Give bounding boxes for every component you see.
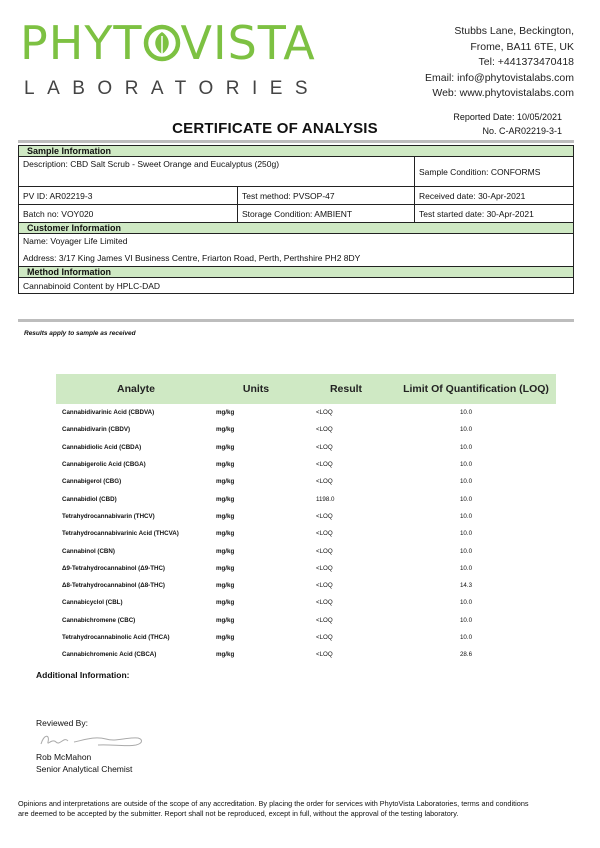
results-row [56, 577, 556, 594]
results-row [56, 560, 556, 577]
loq-cell: 10.0 [459, 495, 473, 503]
result-cell: <LOQ [316, 599, 333, 607]
analyte-cell: Δ8-Tetrahydrocannabinol (Δ8-THC) [62, 582, 165, 590]
sample-info-header: Sample Information [19, 146, 574, 157]
results-row [56, 646, 556, 663]
method-text: Cannabinoid Content by HPLC-DAD [19, 278, 574, 294]
results-row [56, 525, 556, 542]
result-cell: <LOQ [316, 651, 333, 659]
header-loq: Limit Of Quantification (LOQ) [403, 383, 549, 395]
units-cell: mg/kg [216, 564, 235, 572]
header-analyte: Analyte [117, 383, 155, 395]
results-table [56, 374, 556, 663]
loq-cell: 10.0 [459, 599, 473, 607]
analyte-cell: Cannabigerolic Acid (CBGA) [62, 461, 146, 469]
analyte-cell: Cannabigerol (CBG) [62, 478, 122, 486]
units-cell: mg/kg [216, 461, 235, 469]
address-email[interactable]: Email: info@phytovistalabs.com [425, 71, 574, 84]
test-method: Test method: PVSOP-47 [238, 187, 415, 205]
reviewed-by-label: Reviewed By: [36, 718, 88, 728]
analyte-cell: Tetrahydrocannabivarin (THCV) [62, 512, 155, 520]
loq-cell: 10.0 [459, 409, 473, 417]
loq-cell: 10.0 [459, 547, 473, 555]
results-row [56, 612, 556, 629]
loq-cell: 10.0 [459, 426, 473, 434]
analyte-cell: Cannabidiolic Acid (CBDA) [62, 443, 142, 451]
customer-info-header: Customer Information [19, 223, 574, 234]
sample-condition: Sample Condition: CONFORMS [415, 157, 574, 187]
results-row [56, 404, 556, 421]
result-cell: <LOQ [316, 478, 333, 486]
results-header [56, 374, 556, 404]
received-date: Received date: 30-Apr-2021 [415, 187, 574, 205]
additional-information: Additional Information: [36, 670, 130, 680]
loq-cell: 10.0 [459, 478, 473, 486]
loq-cell: 10.0 [459, 530, 473, 538]
reviewer-block [36, 751, 132, 775]
method-info-header: Method Information [19, 267, 574, 278]
analyte-cell: Cannabidivarin (CBDV) [62, 426, 131, 434]
pv-id: PV ID: AR02219-3 [19, 187, 238, 205]
units-cell: mg/kg [216, 426, 235, 434]
analyte-cell: Cannabinol (CBN) [62, 547, 115, 555]
company-address [425, 24, 574, 102]
result-cell: <LOQ [316, 564, 333, 572]
analyte-cell: Cannabidivarinic Acid (CBDVA) [62, 409, 155, 417]
result-cell: <LOQ [316, 461, 333, 469]
analyte-cell: Cannabichromenic Acid (CBCA) [62, 651, 157, 659]
result-cell: <LOQ [316, 530, 333, 538]
results-row [56, 421, 556, 438]
results-row [56, 508, 556, 525]
reported-date: Reported Date: 10/05/2021 [453, 112, 562, 122]
document-title: CERTIFICATE OF ANALYSIS [172, 120, 378, 137]
analyte-cell: Tetrahydrocannabinolic Acid (THCA) [62, 634, 170, 641]
loq-cell: 10.0 [459, 616, 473, 624]
analyte-cell: Cannabidiol (CBD) [62, 495, 117, 503]
customer-name: Name: Voyager Life Limited [23, 236, 128, 246]
loq-cell: 10.0 [459, 443, 473, 451]
units-cell: mg/kg [216, 512, 235, 520]
result-cell: <LOQ [316, 409, 333, 417]
header-result: Result [329, 383, 363, 395]
results-row [56, 439, 556, 456]
result-cell: <LOQ [316, 512, 333, 520]
loq-cell: 14.3 [459, 582, 473, 590]
logo-subtitle: LABORATORIES [24, 78, 321, 99]
units-cell: mg/kg [216, 530, 235, 538]
logo-text-right: VISTA [180, 16, 316, 70]
result-cell: <LOQ [316, 443, 333, 451]
results-row [56, 542, 556, 559]
units-cell: mg/kg [216, 443, 235, 451]
loq-cell: 10.0 [459, 512, 473, 520]
address-web[interactable]: Web: www.phytovistalabs.com [432, 87, 574, 99]
units-cell: mg/kg [216, 634, 235, 641]
test-started-date: Test started date: 30-Apr-2021 [415, 205, 574, 223]
address-line-1: Stubbs Lane, Beckington, [454, 25, 574, 37]
analyte-cell: Cannabichromene (CBC) [62, 616, 136, 624]
units-cell: mg/kg [216, 582, 235, 590]
sample-info-table [18, 145, 574, 294]
results-row [56, 473, 556, 490]
units-cell: mg/kg [216, 616, 235, 624]
result-cell: <LOQ [316, 547, 333, 555]
units-cell: mg/kg [216, 478, 235, 486]
sample-description: Description: CBD Salt Scrub - Sweet Orange and Eucalyptus (250g) [19, 157, 415, 187]
top-divider [18, 140, 574, 143]
address-tel: Tel: +441373470418 [478, 56, 574, 68]
results-row [56, 629, 556, 646]
loq-cell: 10.0 [459, 564, 473, 572]
units-cell: mg/kg [216, 599, 235, 607]
loq-cell: 28.6 [459, 651, 473, 659]
result-cell: <LOQ [316, 582, 333, 590]
batch-number: Batch no: VOY020 [19, 205, 238, 223]
header-units: Units [242, 383, 270, 395]
address-line-2: Frome, BA11 6TE, UK [470, 40, 574, 53]
result-cell: <LOQ [316, 426, 333, 434]
reviewer-name: Rob McMahon [36, 752, 92, 762]
analyte-cell: Tetrahydrocannabivarinic Acid (THCVA) [62, 530, 179, 538]
reviewer-role: Senior Analytical Chemist [36, 764, 133, 774]
units-cell: mg/kg [216, 409, 235, 417]
customer-details [19, 234, 574, 267]
loq-cell: 10.0 [459, 634, 473, 641]
loq-cell: 10.0 [459, 461, 473, 469]
bottom-divider [18, 319, 574, 322]
results-body [56, 404, 556, 663]
leaf-icon [143, 21, 181, 59]
storage-condition: Storage Condition: AMBIENT [238, 205, 415, 223]
footer-disclaimer: Opinions and interpretations are outside of the scope of any accreditation. By placing the order for services with PhytoVista Laboratories, terms and conditions are deemed to be accepted by the submitter. Report shall not be reproduced, except in full, without the approval of the testing laboratory. [18, 799, 529, 819]
analyte-cell: Δ9-Tetrahydrocannabinol (Δ9-THC) [62, 564, 165, 572]
company-logo [20, 18, 316, 68]
result-cell: <LOQ [316, 616, 333, 624]
results-note: Results apply to sample as received [24, 330, 136, 337]
units-cell: mg/kg [216, 495, 235, 503]
units-cell: mg/kg [216, 547, 235, 555]
logo-text-left: PHYT [20, 16, 143, 70]
customer-address: Address: 3/17 King James VI Business Centre, Friarton Road, Perth, Perthshire PH2 8DY [23, 253, 361, 263]
report-number: No. C-AR02219-3-1 [482, 126, 562, 136]
result-cell: 1198.0 [316, 495, 335, 503]
analyte-cell: Cannabicyclol (CBL) [62, 599, 123, 607]
results-row [56, 456, 556, 473]
result-cell: <LOQ [316, 634, 333, 641]
results-row [56, 594, 556, 611]
units-cell: mg/kg [216, 651, 235, 659]
results-row [56, 490, 556, 507]
